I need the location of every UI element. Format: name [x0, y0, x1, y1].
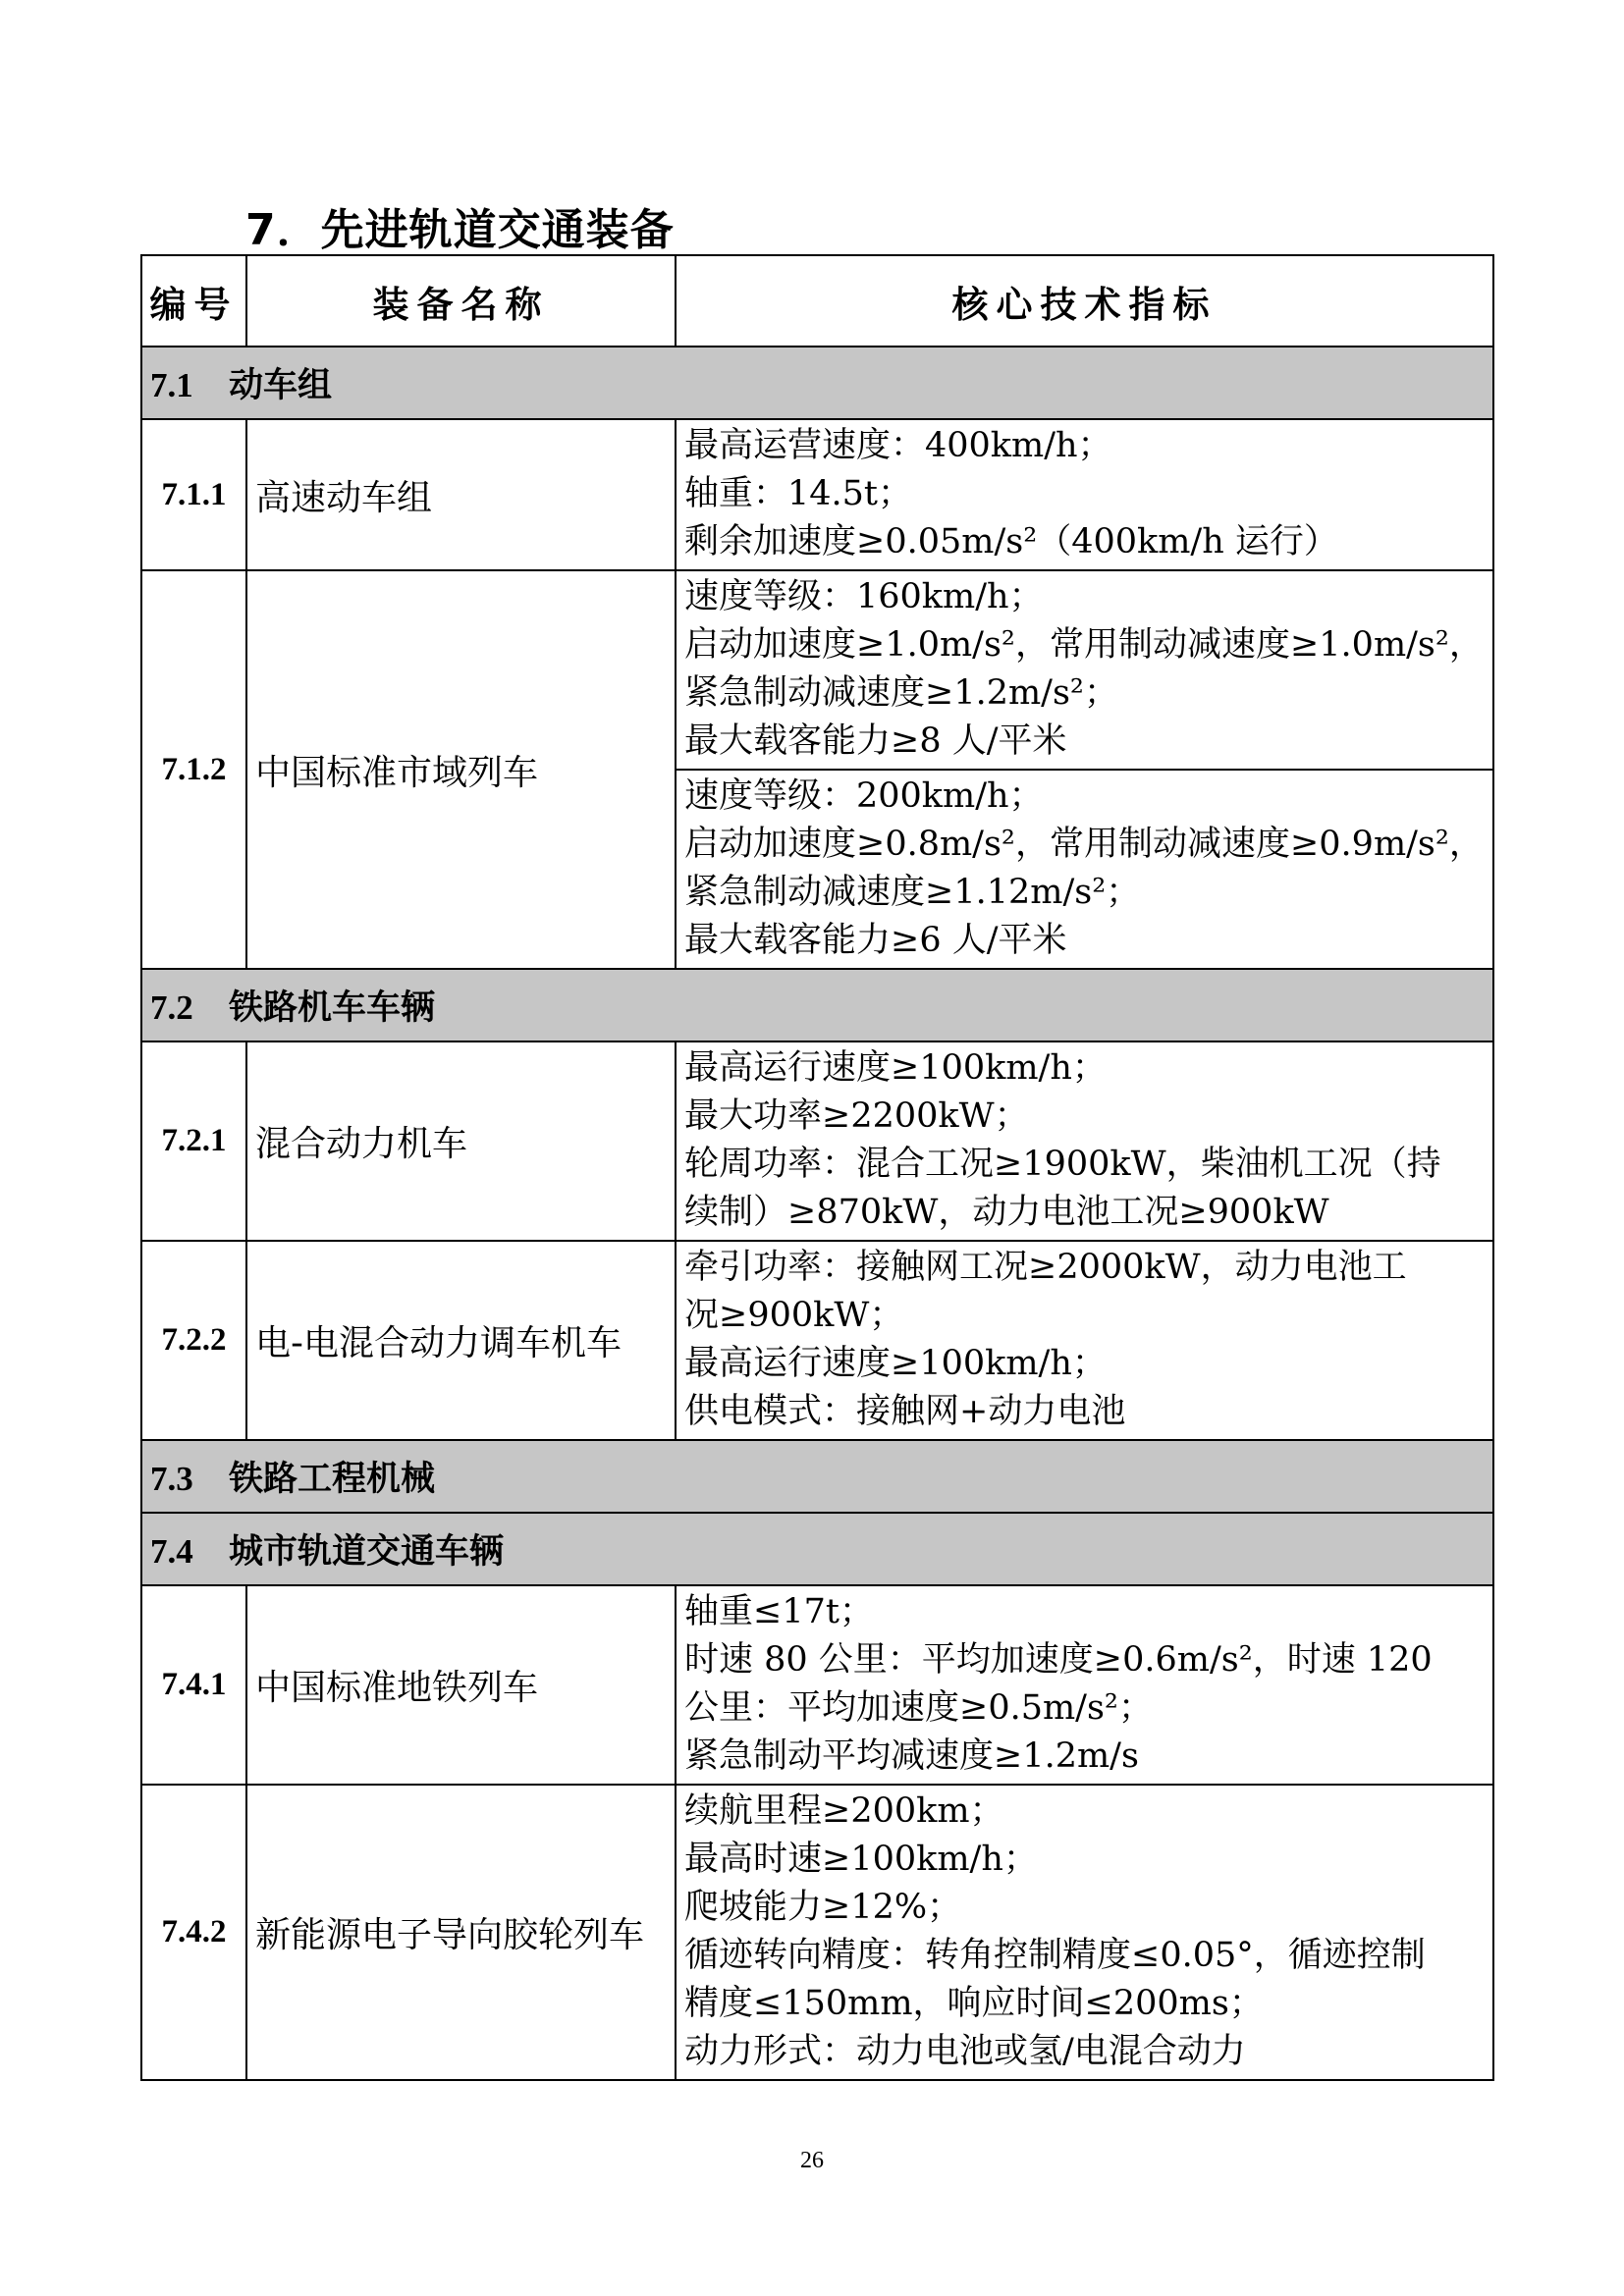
spec-line: 动力形式：动力电池或氢/电混合动力	[684, 2032, 1246, 2071]
spec-line: 续制）≥870kW，动力电池工况≥900kW	[684, 1193, 1329, 1232]
row-spec	[676, 419, 1493, 570]
spec-line: 精度≤150mm，响应时间≤200ms；	[684, 1984, 1264, 2023]
equipment-table	[140, 254, 1494, 2081]
section-label: 城市轨道交通车辆	[229, 1532, 505, 1572]
spec-line: 剩余加速度≥0.05m/s²（400km/h 运行）	[684, 522, 1338, 561]
spec-line: 最大功率≥2200kW；	[684, 1096, 1029, 1136]
row-number: 7.2.1	[141, 1041, 246, 1241]
section-label: 铁路工程机械	[229, 1460, 436, 1499]
spec-line: 续航里程≥200km；	[684, 1791, 1004, 1831]
spec-line: 启动加速度≥0.8m/s²，常用制动减速度≥0.9m/s²，	[684, 825, 1484, 864]
header-num: 编号	[141, 255, 246, 347]
row-spec	[676, 770, 1493, 969]
spec-line: 轴重：14.5t；	[684, 474, 912, 513]
table-row	[141, 570, 1493, 770]
section-cell	[141, 969, 1493, 1041]
section-cell	[141, 1440, 1493, 1513]
section-number: 7.4	[150, 1532, 193, 1571]
spec-line: 最高时速≥100km/h；	[684, 1840, 1038, 1879]
spec-line: 最大载客能力≥6 人/平米	[684, 921, 1067, 960]
spec-line: 最高运行速度≥100km/h；	[684, 1344, 1107, 1383]
section-row	[141, 1440, 1493, 1513]
row-number: 7.1.2	[141, 570, 246, 969]
section-row	[141, 1513, 1493, 1585]
spec-line: 况≥900kW；	[684, 1296, 904, 1335]
row-number: 7.4.2	[141, 1785, 246, 2080]
section-number: 7.3	[150, 1460, 193, 1498]
spec-line: 最大载客能力≥8 人/平米	[684, 721, 1067, 761]
spec-line: 最高运营速度：400km/h；	[684, 426, 1112, 465]
page-title: 7．先进轨道交通装备	[245, 205, 675, 255]
table-row	[141, 1241, 1493, 1440]
table-row	[141, 1585, 1493, 1785]
spec-line: 轮周功率：混合工况≥1900kW，柴油机工况（持	[684, 1145, 1441, 1184]
spec-line: 启动加速度≥1.0m/s²，常用制动减速度≥1.0m/s²，	[684, 625, 1484, 665]
row-name: 中国标准地铁列车	[246, 1585, 676, 1785]
row-name: 电-电混合动力调车机车	[246, 1241, 676, 1440]
header-name: 装备名称	[246, 255, 676, 347]
spec-line: 循迹转向精度：转角控制精度≤0.05°，循迹控制	[684, 1936, 1426, 1975]
spec-line: 速度等级：200km/h；	[684, 776, 1044, 816]
spec-line: 公里：平均加速度≥0.5m/s²；	[684, 1688, 1153, 1728]
spec-line: 最高运行速度≥100km/h；	[684, 1048, 1107, 1088]
row-name: 中国标准市域列车	[246, 570, 676, 969]
spec-line: 牵引功率：接触网工况≥2000kW，动力电池工	[684, 1248, 1407, 1287]
table-row	[141, 1041, 1493, 1241]
row-name: 高速动车组	[246, 419, 676, 570]
row-spec	[676, 1041, 1493, 1241]
spec-line: 供电模式：接触网+动力电池	[684, 1392, 1126, 1431]
spec-line: 紧急制动减速度≥1.12m/s²；	[684, 873, 1141, 912]
table-row	[141, 419, 1493, 570]
section-cell	[141, 1513, 1493, 1585]
row-spec	[676, 1585, 1493, 1785]
row-name: 混合动力机车	[246, 1041, 676, 1241]
section-row	[141, 347, 1493, 419]
row-spec	[676, 570, 1493, 770]
section-label: 铁路机车车辆	[229, 988, 436, 1028]
row-name: 新能源电子导向胶轮列车	[246, 1785, 676, 2080]
header-spec: 核心技术指标	[676, 255, 1493, 347]
spec-line: 紧急制动减速度≥1.2m/s²；	[684, 673, 1118, 713]
spec-line: 时速 80 公里：平均加速度≥0.6m/s²，时速 120	[684, 1640, 1433, 1680]
spec-line: 爬坡能力≥12%；	[684, 1888, 962, 1927]
spec-line: 紧急制动平均减速度≥1.2m/s	[684, 1736, 1139, 1776]
row-number: 7.2.2	[141, 1241, 246, 1440]
section-label: 动车组	[229, 366, 333, 405]
spec-line: 速度等级：160km/h；	[684, 577, 1044, 616]
row-number: 7.4.1	[141, 1585, 246, 1785]
table-header-row	[141, 255, 1493, 347]
section-number: 7.2	[150, 988, 193, 1027]
spec-line: 轴重≤17t；	[684, 1592, 874, 1631]
section-row	[141, 969, 1493, 1041]
row-spec	[676, 1241, 1493, 1440]
table-row	[141, 1785, 1493, 2080]
row-spec	[676, 1785, 1493, 2080]
page-number: 26	[800, 2148, 824, 2173]
section-cell	[141, 347, 1493, 419]
section-number: 7.1	[150, 366, 193, 404]
row-number: 7.1.1	[141, 419, 246, 570]
